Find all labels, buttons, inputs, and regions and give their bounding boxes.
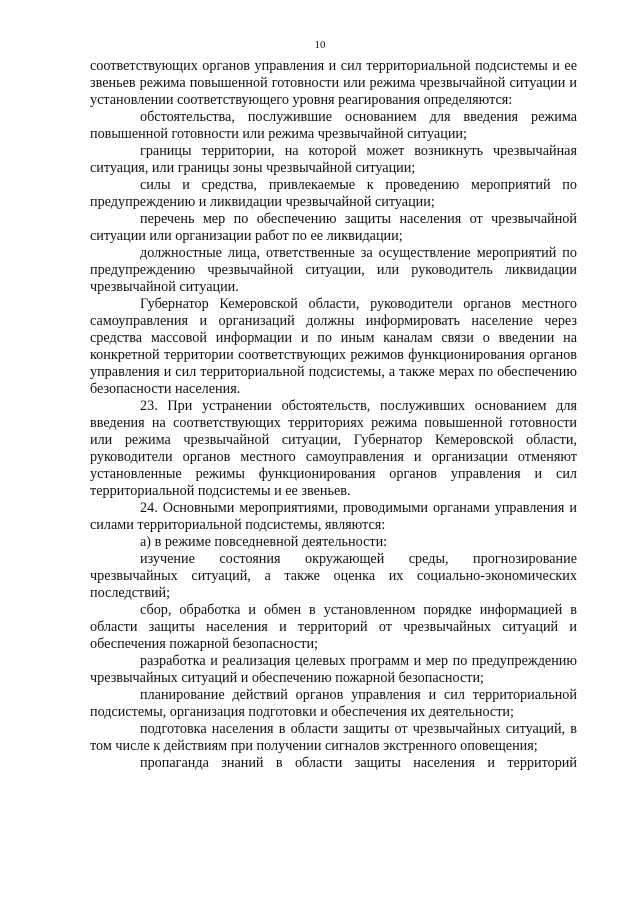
paragraph: сбор, обработка и обмен в установленном порядке информацией в области защиты населения и территорий от чрезвычайных ситуаций и обеспечения пожарной безопасности; (90, 602, 577, 652)
paragraph: Губернатор Кемеровской области, руководители органов местного самоуправления и организаций должны информировать население через средства массовой информации и по иным каналам связи о введении на конкретной территории соответствующих режимов функционирования органов управления и сил территориальной подсистемы, а также мерах по обеспечению безопасности населения. (90, 296, 577, 397)
paragraph: границы территории, на которой может возникнуть чрезвычайная ситуация, или границы зоны чрезвычайной ситуации; (90, 143, 577, 176)
paragraph: планирование действий органов управления и сил территориальной подсистемы, организация подготовки и обеспечения их деятельности; (90, 687, 577, 720)
paragraph: изучение состояния окружающей среды, прогнозирование чрезвычайных ситуаций, а также оценка их социально-экономических последствий; (90, 551, 577, 601)
paragraph: пропаганда знаний в области защиты населения и территорий (140, 755, 577, 771)
paragraph: подготовка населения в области защиты от чрезвычайных ситуаций, в том числе к действиям при получении сигналов экстренного оповещения; (90, 721, 577, 754)
paragraph: соответствующих органов управления и сил территориальной подсистемы и ее звеньев режима повышенной готовности или режима чрезвычайной ситуации и установлении соответствующего уровня реагирования определяются: (90, 58, 577, 108)
paragraph: а) в режиме повседневной деятельности: (140, 534, 388, 550)
page-number: 10 (314, 39, 326, 51)
paragraph: 24. Основными мероприятиями, проводимыми органами управления и силами территориальной подсистемы, являются: (90, 500, 577, 533)
paragraph: перечень мер по обеспечению защиты населения от чрезвычайной ситуации или организации работ по ее ликвидации; (90, 211, 577, 244)
paragraph: 23. При устранении обстоятельств, послуживших основанием для введения на соответствующих территориях режима повышенной готовности или режима чрезвычайной ситуации, Губернатор Кемеровской области, руководители органов местного самоуправления и организации отменяют установленные режимы функционирования органов управления и сил территориальной подсистемы и ее звеньев. (90, 398, 577, 499)
paragraph: силы и средства, привлекаемые к проведению мероприятий по предупреждению и ликвидации чрезвычайной ситуации; (90, 177, 577, 210)
paragraph: должностные лица, ответственные за осуществление мероприятий по предупреждению чрезвычайной ситуации, или руководитель ликвидации чрезвычайной ситуации. (90, 245, 577, 295)
paragraph: обстоятельства, послужившие основанием для введения режима повышенной готовности или режима чрезвычайной ситуации; (90, 109, 577, 142)
document-body (90, 58, 577, 772)
paragraph: разработка и реализация целевых программ и мер по предупреждению чрезвычайных ситуаций и обеспечению пожарной безопасности; (90, 653, 577, 686)
